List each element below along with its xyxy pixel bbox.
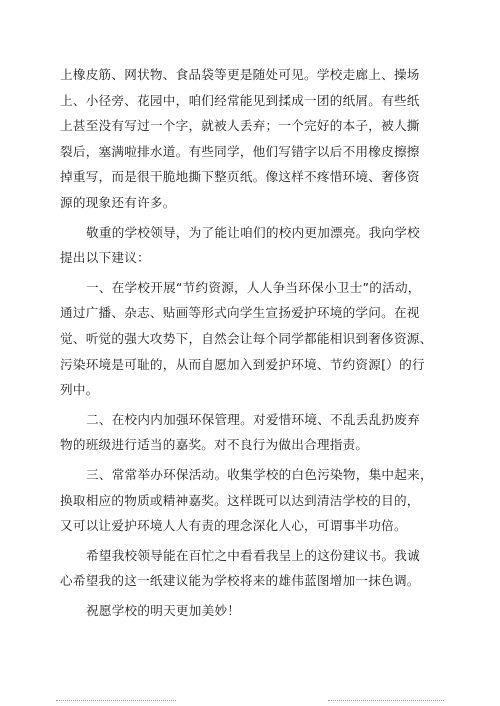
text-line: 一、在学校开展“节约资源，人人争当环保小卫士”的活动，	[86, 279, 421, 295]
text-line: 上橡皮筋、网状物、食品袋等更是随处可见。学校走廊上、操场	[60, 67, 420, 82]
text-line: 裂后，塞满啦排水道。有些同学，他们写错字以后不用橡皮擦擦	[60, 143, 420, 159]
paragraph-waste-phenomena	[60, 62, 446, 216]
text-line: 提出以下建议：	[60, 250, 150, 266]
paragraph-blessing	[60, 598, 446, 624]
text-line: 列中。	[60, 382, 99, 398]
text-line: 祝愿学校的明天更加美妙！	[86, 602, 241, 618]
paragraph-suggestion-three	[60, 462, 446, 539]
text-line: 三、常常举办环保活动。收集学校的白色污染物，集中起来，	[86, 466, 433, 482]
text-line: 觉、听觉的强大攻势下，自然会让每个同学都能相识到奢侈资源、	[60, 330, 433, 346]
paragraph-suggestion-two	[60, 407, 446, 458]
text-line: 敬重的学校领导，为了能让咱们的校内更加漂亮。我向学校	[86, 224, 420, 240]
text-line: 上甚至没有写过一个字，就被人丢弃；一个完好的本子，被人撕	[60, 118, 420, 134]
footer-divider-left	[56, 700, 176, 702]
document-body	[60, 62, 446, 627]
text-line: 源的现象还有许多。	[60, 194, 176, 210]
text-line: 希望我校领导能在百忙之中看看我呈上的这份建议书。我诚	[86, 547, 420, 563]
text-line: 污染环境是可耻的，从而自愿加入到爱护环境、节约资源[）的行	[60, 356, 425, 372]
footer-divider-right	[328, 700, 444, 702]
text-line: 掉重写，而是很干脆地撕下整页纸。像这样不疼惜环境、奢侈资	[60, 169, 420, 185]
text-line: 上、小径旁、花园中，咱们经常能见到揉成一团的纸屑。有些纸	[60, 92, 420, 108]
paragraph-suggestion-one	[60, 275, 446, 403]
text-line: 通过广播、杂志、贴画等形式向学生宣扬爱护环境的学问。在视	[60, 305, 420, 321]
text-line: 心希望我的这一纸建议能为学校将来的雄伟蓝图增加一抹色调。	[60, 573, 420, 589]
text-line: 二、在校内内加强环保管理。对爱惜环境、不乱丢乱扔废弃	[86, 411, 420, 427]
text-line: 又可以让爱护环境人人有责的理念深化人心，可谓事半功倍。	[60, 518, 407, 534]
paragraph-closing-hope	[60, 543, 446, 594]
text-line: 换取相应的物质或精神嘉奖。这样既可以达到清洁学校的目的，	[60, 492, 420, 508]
text-line: 物的班级进行适当的嘉奖。对不良行为做出合理指责。	[60, 437, 369, 453]
paragraph-address-leaders	[60, 220, 446, 271]
